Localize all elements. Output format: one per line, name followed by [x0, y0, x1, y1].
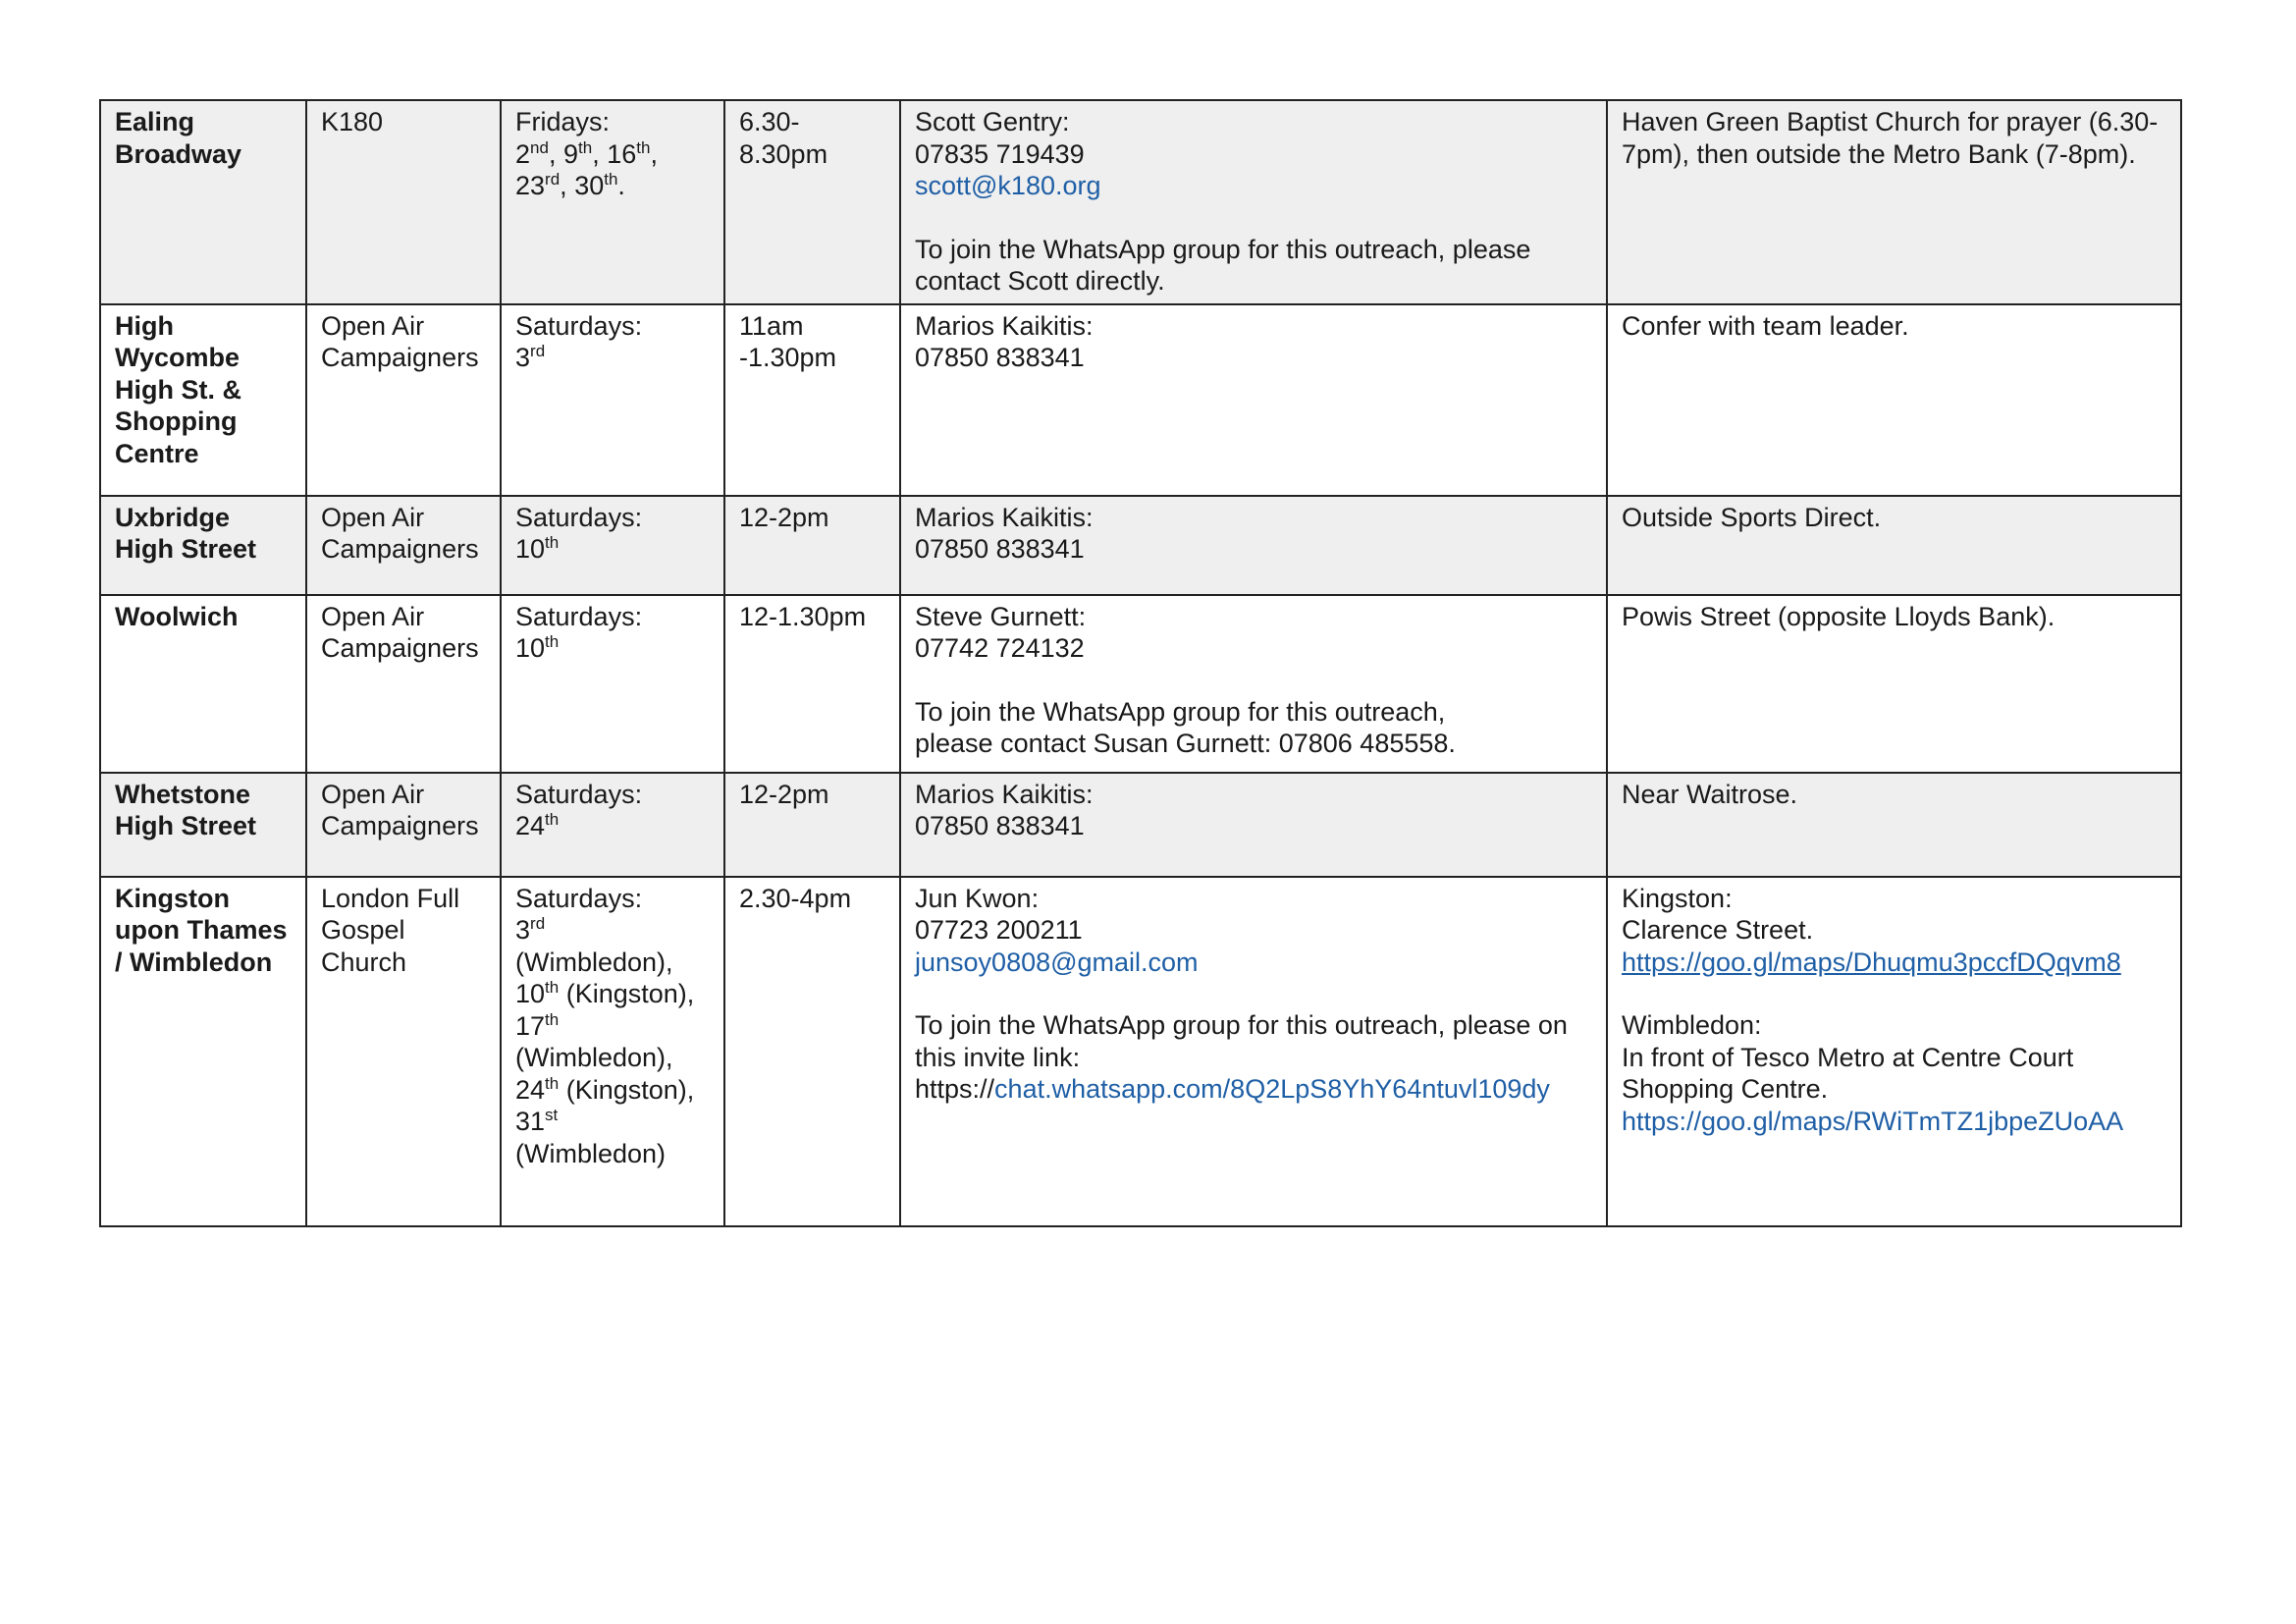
- ordinal-suffix: th: [604, 170, 618, 189]
- ordinal-suffix: th: [636, 137, 651, 157]
- contact-name: Jun Kwon:: [915, 883, 1040, 913]
- meeting-point-cell: Confer with team leader.: [1607, 304, 2181, 496]
- contact-cell: [900, 496, 1607, 595]
- location-cell: Woolwich: [100, 595, 306, 773]
- date-list: [515, 534, 559, 564]
- table-row: [100, 595, 2181, 773]
- table-row: [100, 100, 2181, 304]
- wimbledon-label: Wimbledon:: [1622, 1010, 1762, 1040]
- table-row: [100, 773, 2181, 877]
- day-label: Saturdays:: [515, 883, 643, 913]
- dates-cell: [501, 877, 724, 1226]
- whatsapp-note-contact: please contact Susan Gurnett: 07806 485558.: [915, 729, 1456, 758]
- day-label: Saturdays:: [515, 779, 643, 809]
- time-cell: 12-1.30pm: [724, 595, 900, 773]
- location-cell: Ealing Broadway: [100, 100, 306, 304]
- date-entry: 9th,: [562, 137, 608, 169]
- date-entry: 31st (Wimbledon): [515, 1106, 667, 1168]
- organiser-cell: Open Air Campaigners: [306, 496, 501, 595]
- date-list: [515, 914, 710, 1169]
- contact-phone: 07850 838341: [915, 534, 1085, 564]
- meeting-point-cell: Powis Street (opposite Lloyds Bank).: [1607, 595, 2181, 773]
- time-cell: 2.30-4pm: [724, 877, 900, 1226]
- whatsapp-note: To join the WhatsApp group for this outreach, please on this invite link:: [915, 1010, 1568, 1072]
- contact-cell: [900, 304, 1607, 496]
- table-row: [100, 877, 2181, 1226]
- ordinal-suffix: st: [545, 1106, 559, 1124]
- outreach-schedule-table: [99, 99, 2182, 1227]
- table-row: [100, 304, 2181, 496]
- day-label: Saturdays:: [515, 601, 643, 631]
- contact-phone: 07742 724132: [915, 633, 1085, 663]
- kingston-label: Kingston:: [1622, 883, 1733, 913]
- contact-email-link[interactable]: junsoy0808@gmail.com: [915, 947, 1199, 977]
- ordinal-suffix: th: [545, 978, 560, 997]
- time-cell: 12-2pm: [724, 773, 900, 877]
- contact-name: Marios Kaikitis:: [915, 502, 1094, 532]
- date-entry: 24th: [515, 810, 560, 840]
- contact-cell: [900, 595, 1607, 773]
- date-entry: 10th (Kingston),: [515, 978, 695, 1008]
- time-cell: 12-2pm: [724, 496, 900, 595]
- location-cell: High Wycombe High St. & Shopping Centre: [100, 304, 306, 496]
- meeting-point-cell: [1607, 877, 2181, 1226]
- date-list: [515, 343, 545, 372]
- dates-cell: [501, 595, 724, 773]
- whatsapp-invite-link[interactable]: [915, 1073, 1592, 1106]
- contact-phone: 07723 200211: [915, 915, 1083, 945]
- kingston-place: Clarence Street.: [1622, 915, 1814, 945]
- ordinal-suffix: th: [545, 1073, 560, 1093]
- whatsapp-note: To join the WhatsApp group for this outreach,: [915, 696, 1446, 727]
- ordinal-suffix: th: [578, 137, 593, 157]
- ordinal-suffix: rd: [530, 342, 546, 360]
- contact-name: Steve Gurnett:: [915, 601, 1087, 631]
- ordinal-suffix: rd: [530, 914, 546, 933]
- contact-name: Marios Kaikitis:: [915, 779, 1094, 809]
- date-list: [515, 811, 559, 840]
- date-entry: 17th (Wimbledon),: [515, 1009, 673, 1072]
- day-label: Saturdays:: [515, 310, 643, 341]
- dates-cell: [501, 304, 724, 496]
- ordinal-suffix: th: [545, 533, 560, 552]
- contact-cell: [900, 100, 1607, 304]
- wimbledon-map-link[interactable]: https://goo.gl/maps/RWiTmTZ1jbpeZUoAA: [1622, 1106, 2124, 1136]
- whatsapp-note: To join the WhatsApp group for this outreach, please contact Scott directly.: [915, 234, 1531, 296]
- date-list: [515, 139, 658, 201]
- meeting-point-cell: Outside Sports Direct.: [1607, 496, 2181, 595]
- organiser-cell: K180: [306, 100, 501, 304]
- contact-name: Scott Gentry:: [915, 107, 1070, 136]
- date-entry: 24th (Kingston),: [515, 1073, 695, 1105]
- link-prefix: https://: [915, 1074, 995, 1104]
- date-entry: 10th: [515, 632, 560, 663]
- ordinal-suffix: th: [545, 632, 560, 651]
- date-entry: 30th.: [574, 170, 625, 200]
- contact-cell: [900, 877, 1607, 1226]
- ordinal-suffix: th: [545, 1009, 560, 1029]
- time-cell: 11am -1.30pm: [724, 304, 900, 496]
- organiser-cell: Open Air Campaigners: [306, 595, 501, 773]
- ordinal-suffix: th: [545, 810, 560, 829]
- date-entry: 3rd: [515, 342, 546, 372]
- date-list: [515, 633, 559, 663]
- contact-phone: 07850 838341: [915, 343, 1085, 372]
- meeting-point-cell: Near Waitrose.: [1607, 773, 2181, 877]
- contact-cell: [900, 773, 1607, 877]
- contact-name: Marios Kaikitis:: [915, 310, 1094, 341]
- contact-email-link[interactable]: scott@k180.org: [915, 171, 1101, 200]
- organiser-cell: Open Air Campaigners: [306, 773, 501, 877]
- meeting-point-cell: Haven Green Baptist Church for prayer (6.30-7pm), then outside the Metro Bank (7-8pm).: [1607, 100, 2181, 304]
- contact-phone: 07835 719439: [915, 138, 1085, 169]
- ordinal-suffix: rd: [545, 170, 561, 189]
- organiser-cell: Open Air Campaigners: [306, 304, 501, 496]
- date-entry: 16th,: [607, 137, 658, 169]
- organiser-cell: London Full Gospel Church: [306, 877, 501, 1226]
- day-label: Saturdays:: [515, 502, 643, 532]
- dates-cell: [501, 496, 724, 595]
- ordinal-suffix: nd: [530, 137, 549, 157]
- location-cell: Whetstone High Street: [100, 773, 306, 877]
- date-entry: 23rd,: [515, 170, 575, 200]
- date-entry: 10th: [515, 533, 560, 564]
- dates-cell: [501, 100, 724, 304]
- day-label: Fridays:: [515, 107, 611, 136]
- date-entry: 3rd (Wimbledon),: [515, 914, 673, 977]
- time-cell: 6.30-8.30pm: [724, 100, 900, 304]
- wimbledon-place: In front of Tesco Metro at Centre Court Shopping Centre.: [1622, 1042, 2074, 1104]
- location-cell: Kingston upon Thames / Wimbledon: [100, 877, 306, 1226]
- dates-cell: [501, 773, 724, 877]
- link-rest: chat.whatsapp.com/8Q2LpS8YhY64ntuvl109dy: [994, 1074, 1550, 1104]
- location-cell: Uxbridge High Street: [100, 496, 306, 595]
- date-entry: 2nd,: [515, 137, 563, 169]
- table-row: [100, 496, 2181, 595]
- kingston-map-link[interactable]: https://goo.gl/maps/Dhuqmu3pccfDQqvm8: [1622, 947, 2121, 977]
- contact-phone: 07850 838341: [915, 811, 1085, 840]
